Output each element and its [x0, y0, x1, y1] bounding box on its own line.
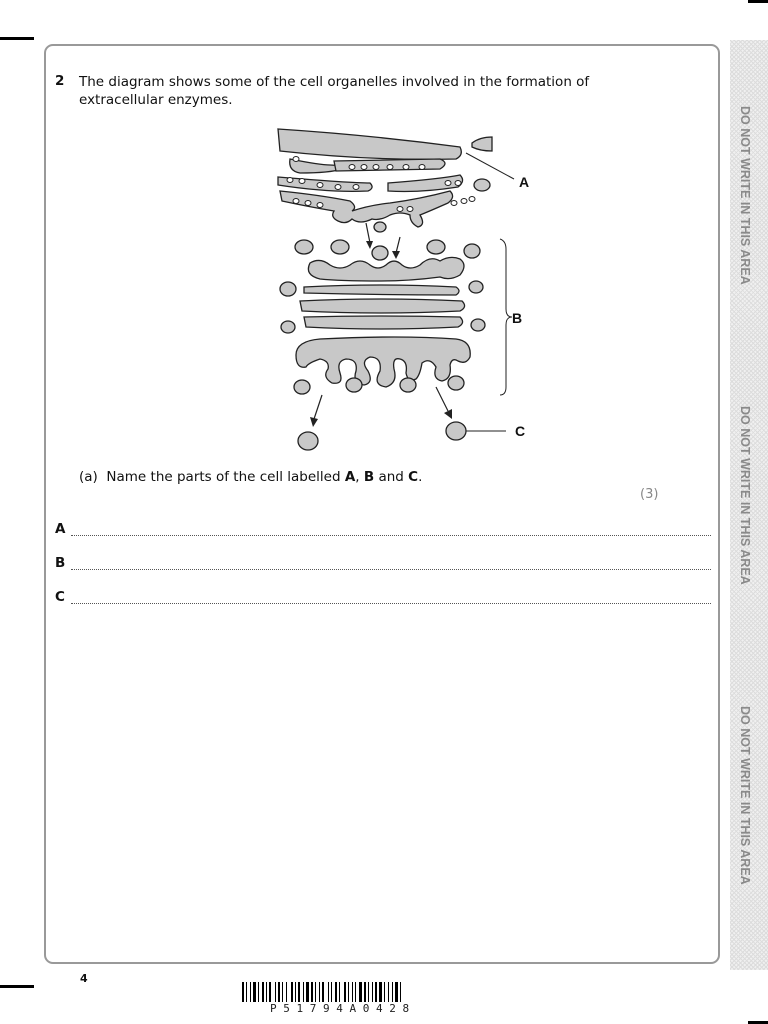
subquestion-text: Name the parts of the cell labelled [106, 469, 345, 485]
separator: , [355, 469, 364, 485]
registration-mark-top-right [748, 0, 768, 3]
barcode-bar [266, 982, 267, 1002]
answer-row-a[interactable] [55, 521, 711, 541]
barcode-bar [315, 982, 316, 1002]
barcode-bar [275, 982, 276, 1002]
barcode-bar [282, 982, 283, 1002]
barcode-bar [352, 982, 353, 1002]
barcode-bar [311, 982, 313, 1002]
barcode-bar [335, 982, 337, 1002]
cell-organelles-diagram [260, 125, 550, 455]
barcode-text: P 5 1 7 9 4 A 0 4 2 8 [270, 1002, 410, 1015]
label-c: C [515, 423, 526, 439]
barcode-bar [348, 982, 349, 1002]
barcode-bar [291, 982, 293, 1002]
answer-row-b[interactable] [55, 555, 711, 575]
barcode-bar [364, 982, 366, 1002]
page-number: 4 [80, 972, 88, 985]
barcode-bar [355, 982, 356, 1002]
barcode-bar [392, 982, 393, 1002]
marks-indicator: (3) [640, 487, 659, 502]
subquestion-part: (a) [79, 469, 98, 485]
label-a: A [519, 174, 530, 190]
barcode-bar [262, 982, 264, 1002]
subquestion-a [79, 469, 422, 485]
golgi-apparatus [280, 240, 485, 394]
barcode-bar [395, 982, 398, 1002]
answer-line[interactable] [71, 535, 711, 536]
barcode-bar [388, 982, 389, 1002]
answer-label: B [55, 555, 66, 571]
subquestion-label-a: A [344, 469, 356, 485]
barcode-bar [368, 982, 369, 1002]
answer-label: C [55, 589, 65, 605]
barcode-bar [253, 982, 256, 1002]
answer-row-c[interactable] [55, 589, 711, 609]
answer-line[interactable] [71, 569, 711, 570]
barcode-bar [269, 982, 271, 1002]
barcode-bar [278, 982, 280, 1002]
barcode-bar [242, 982, 244, 1002]
margin-warning-2: DO NOT WRITE IN THIS AREA [738, 406, 752, 585]
barcode-bar [331, 982, 332, 1002]
registration-mark-top-left [0, 37, 34, 40]
barcode-bar [339, 982, 340, 1002]
barcode [240, 982, 525, 1002]
barcode-bar [328, 982, 329, 1002]
barcode-bar [375, 982, 377, 1002]
barcode-bar [250, 982, 251, 1002]
answer-line[interactable] [71, 603, 711, 604]
barcode-bar [298, 982, 300, 1002]
barcode-bar [344, 982, 346, 1002]
question-stem: The diagram shows some of the cell organelles involved in the formation of extracellular enzymes. [79, 74, 590, 108]
barcode-bar [384, 982, 385, 1002]
barcode-bar [246, 982, 247, 1002]
period: . [418, 469, 423, 485]
barcode-bar [359, 982, 362, 1002]
rough-er [278, 129, 492, 227]
margin-warning-3: DO NOT WRITE IN THIS AREA [738, 706, 752, 885]
registration-mark-bottom-left [0, 985, 34, 988]
answer-label: A [55, 521, 66, 537]
question-number: 2 [55, 73, 65, 89]
barcode-bar [258, 982, 259, 1002]
separator: and [374, 469, 409, 485]
barcode-bar [303, 982, 304, 1002]
barcode-bar [322, 982, 324, 1002]
barcode-bar [400, 982, 401, 1002]
barcode-bar [379, 982, 382, 1002]
subquestion-label-c: C [408, 469, 419, 485]
secretory-vesicle-c [446, 422, 466, 440]
label-b: B [512, 310, 523, 326]
subquestion-label-b: B [363, 469, 375, 485]
margin-warning-1: DO NOT WRITE IN THIS AREA [738, 106, 752, 285]
barcode-bar [372, 982, 373, 1002]
barcode-bar [295, 982, 296, 1002]
barcode-bar [319, 982, 320, 1002]
secretory-vesicle [298, 432, 318, 450]
barcode-bar [286, 982, 287, 1002]
barcode-bar [306, 982, 309, 1002]
